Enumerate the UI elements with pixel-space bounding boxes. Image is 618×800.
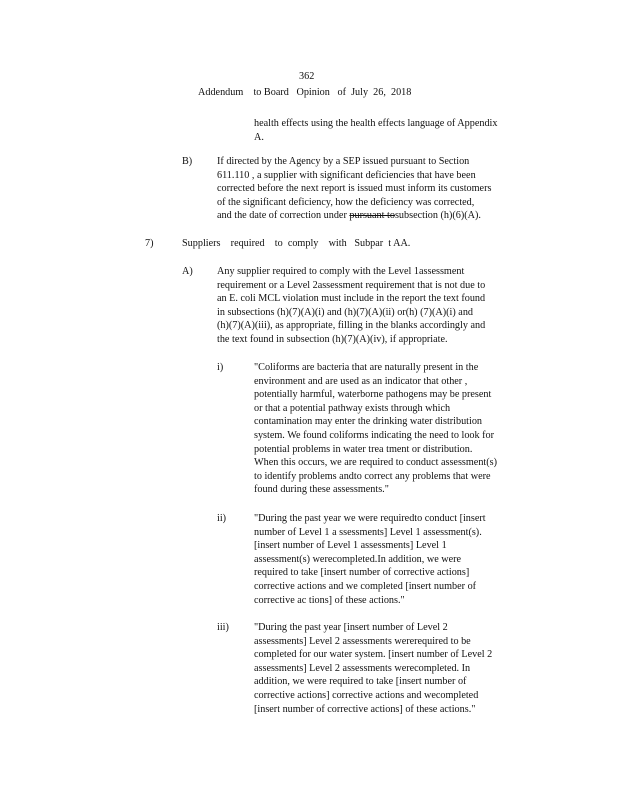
sub-iii-paragraph: "During the past year [insert number of Level 2 assessments] Level 2 assessments wererequired to be completed for our water system. [insert number of Level 2 assessments] Level 2 assessments werecompleted. In addition, we were required to take [insert number of corrective actions] corrective actions and wecompleted [insert number of corrective actions] of these actions." xyxy=(254,622,493,715)
sub-ii-paragraph: "During the past year we were requiredto conduct [insert number of Level 1 a ssessments] Level 1 assessment(s). [insert number of Level 1 assessments] Level 1 assessment(s) werecompleted.In addition, we were required to take [insert number of corrective actions] corrective actions and we completed [insert number of corrective ac tions] of these actions." xyxy=(254,513,486,606)
intro-continuation: health effects using the health effects language of Appendix A. xyxy=(254,118,498,143)
item-b-text: If directed by the Agency by a SEP issued pursuant to Section 611.110 , a supplier with significant deficiencies that have been corrected before the next report is issued must inform its customers of the significant deficiency, how the deficiency was corrected, and the date of correction under xyxy=(217,156,492,222)
item-7-heading: Suppliers required to comply with Subpar t AA. xyxy=(182,238,411,249)
item-b-label: B) xyxy=(182,156,193,167)
sub-i-label: i) xyxy=(217,362,224,373)
item-a-paragraph: Any supplier required to comply with the Level 1assessment requirement or a Level 2assessment requirement that is not due to an E. coli MCL violation must include in the report the text found in subsections (h)(7)(A)(i) and (h)(7)(A)(ii) or(h) (7)(A)(i) and (h)(7)(A)(iii), as appropriate, filling in the blanks accordingly and the text found in subsection (h)(7)(A)(iv), if appropriate. xyxy=(217,266,486,345)
page-number: 362 xyxy=(299,71,315,82)
item-b-paragraph xyxy=(217,155,535,223)
item-7-label: 7) xyxy=(145,238,154,249)
sub-ii-label: ii) xyxy=(217,513,227,524)
struck-text: pursuant to xyxy=(349,210,395,222)
item-b-text-end: subsection (h)(6)(A). xyxy=(394,210,481,222)
sub-i-paragraph: "Coliforms are bacteria that are naturally present in the environment and are used as an indicator that other , potentially harmful, waterborne pathogens may be present or that a potential pathway exists through which contamination may enter the drinking water distribution system. We found coliforms indicating the need to look for potential problems in water trea tment or distribution. When this occurs, we are required to conduct assessment(s) to identify problems andto correct any problems that were found during these assessments." xyxy=(254,362,498,496)
item-a-label: A) xyxy=(182,266,193,277)
addendum-header: Addendum to Board Opinion of July 26, 2018 xyxy=(198,87,412,98)
sub-iii-label: iii) xyxy=(217,622,229,633)
